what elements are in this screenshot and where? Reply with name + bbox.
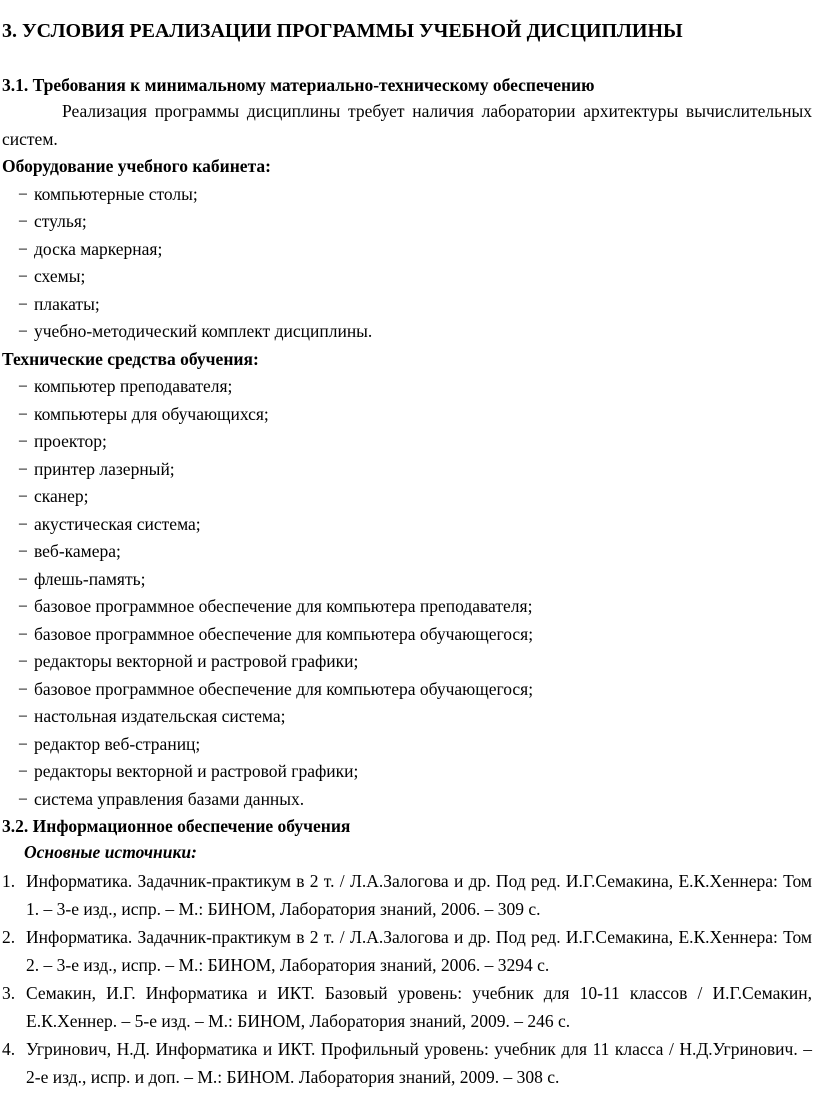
list-item: − схемы; [18, 266, 86, 286]
list-item: − система управления базами данных. [18, 788, 305, 809]
list-item: − базовое программное обеспечение для компьютера обучающегося; [18, 678, 534, 699]
sources-title: Основные источники: [24, 842, 197, 862]
list-item: − флешь-память; [18, 568, 146, 589]
list-item: − редакторы векторной и растровой графики; [18, 651, 359, 671]
list-item: − базовое программное обеспечение для компьютера обучающегося; [18, 623, 534, 644]
list-item: 4. Угринович, Н.Д. Информатика и ИКТ. Профильный уровень: учебник для 11 класса / Н.Д.Угринович. – 2-е изд., испр. и доп. – М.: БИНОМ. Лаборатория знаний, 2009. – 308 с. [2, 1038, 812, 1087]
subsection-2-title: 3.2. Информационное обеспечение обучения [2, 816, 351, 836]
list-item: − акустическая система; [18, 513, 201, 534]
list-item: − веб-камера; [18, 541, 121, 561]
list-item: 2. Информатика. Задачник-практикум в 2 т. / Л.А.Залогова и др. Под ред. И.Г.Семакина, Е.К.Хеннера: Том 2. – 3-е изд., испр. – М.: БИНОМ, Лаборатория знаний, 2006. – 3294 с. [2, 926, 812, 975]
sources-list [2, 867, 812, 1091]
list-item: − учебно-методический комплект дисциплины. [18, 321, 373, 341]
list-item: − стулья; [18, 211, 87, 231]
tech-title: Технические средства обучения: [2, 348, 259, 369]
subsection-1-title: 3.1. Требования к минимальному материально-техническому обеспечению [2, 75, 595, 95]
list-item: − доска маркерная; [18, 238, 163, 259]
list-item: − плакаты; [18, 293, 100, 314]
list-item: − проектор; [18, 431, 107, 451]
list-item: − компьютер преподавателя; [18, 376, 233, 396]
equipment-title: Оборудование учебного кабинета: [2, 156, 271, 176]
list-item: − компьютеры для обучающихся; [18, 403, 269, 424]
section-title: 3. УСЛОВИЯ РЕАЛИЗАЦИИ ПРОГРАММЫ УЧЕБНОЙ ДИСЦИПЛИНЫ [2, 20, 683, 42]
list-item: − настольная издательская система; [18, 706, 286, 726]
equipment-list [2, 181, 812, 346]
list-item: − редакторы векторной и растровой графики; [18, 761, 359, 781]
list-item: − сканер; [18, 486, 89, 506]
list-item: − компьютерные столы; [18, 183, 198, 204]
list-item: 3. Семакин, И.Г. Информатика и ИКТ. Базовый уровень: учебник для 10-11 классов / И.Г.Семакин, Е.К.Хеннер. – 5-е изд. – М.: БИНОМ, Лаборатория знаний, 2009. – 246 с. [2, 982, 812, 1031]
requirements-paragraph: Реализация программы дисциплины требует наличия лаборатории архитектуры вычислительных систем. [2, 101, 812, 149]
list-item: − принтер лазерный; [18, 458, 175, 479]
list-item: 1. Информатика. Задачник-практикум в 2 т. / Л.А.Залогова и др. Под ред. И.Г.Семакина, Е.К.Хеннера: Том 1. – 3-е изд., испр. – М.: БИНОМ, Лаборатория знаний, 2006. – 309 с. [2, 870, 812, 919]
tech-list [2, 373, 812, 813]
list-item: − редактор веб-страниц; [18, 733, 201, 754]
list-item: − базовое программное обеспечение для компьютера преподавателя; [18, 596, 533, 616]
